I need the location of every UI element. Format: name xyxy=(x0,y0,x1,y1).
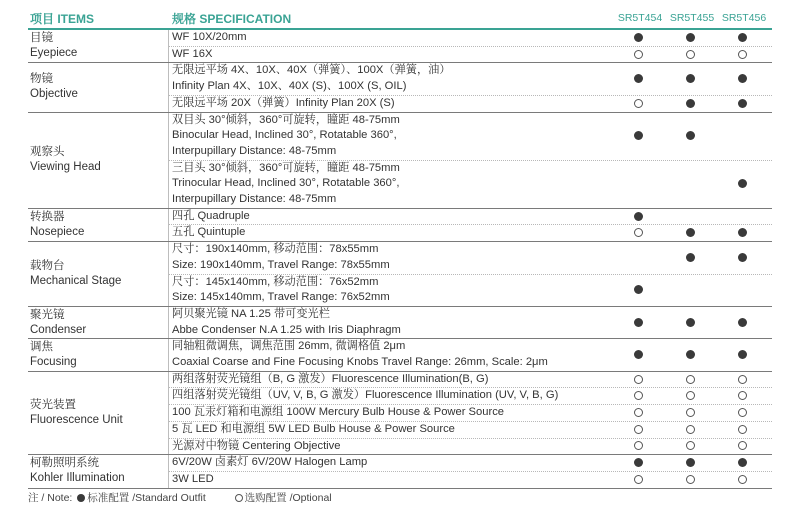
spec-description xyxy=(169,372,612,388)
item-name-en: Fluorescence Unit xyxy=(30,414,123,427)
spec-row xyxy=(169,113,772,161)
optional-marker-icon xyxy=(738,391,747,400)
table-header xyxy=(0,0,800,26)
optional-marker-icon xyxy=(686,441,695,450)
spec-row xyxy=(169,439,772,455)
standard-marker-icon xyxy=(686,131,695,140)
item-name-en: Condenser xyxy=(30,323,87,336)
standard-marker-icon xyxy=(634,74,643,83)
standard-marker-icon xyxy=(634,131,643,140)
optional-marker-icon xyxy=(634,475,643,484)
spec-row xyxy=(169,339,772,370)
spec-row xyxy=(169,472,772,488)
item-name-cn: 荧光装置 xyxy=(30,399,76,412)
optional-marker-icon xyxy=(738,441,747,450)
spec-line: 无限远平场 4X、10X、40X（弹簧）、100X（弹簧，油） xyxy=(172,64,451,77)
item-name-cn: 观察头 xyxy=(30,146,65,159)
spec-line: 3W LED xyxy=(172,472,214,485)
item-name xyxy=(30,113,168,208)
spec-description xyxy=(169,388,612,404)
standard-marker-icon xyxy=(738,33,747,42)
spec-row xyxy=(169,372,772,389)
item-name-en: Kohler Illumination xyxy=(30,472,125,485)
optional-marker-icon xyxy=(634,408,643,417)
spec-group xyxy=(28,30,772,63)
spec-line: 五孔 Quintuple xyxy=(172,226,246,239)
spec-row xyxy=(169,225,772,241)
spec-row xyxy=(169,307,772,338)
standard-marker-icon xyxy=(738,99,747,108)
standard-marker-icon xyxy=(77,494,85,502)
standard-marker-icon xyxy=(738,179,747,188)
spec-line: 无限远平场 20X（弹簧）Infinity Plan 20X (S) xyxy=(172,96,395,109)
spec-line: Interpupillary Distance: 48-75mm xyxy=(172,193,337,206)
model-header-sr5t455: SR5T455 xyxy=(669,12,715,24)
standard-marker-icon xyxy=(686,228,695,237)
item-name-en: Eyepiece xyxy=(30,47,78,60)
spec-line: 尺寸：145x140mm, 移动范围：76x52mm xyxy=(172,275,379,288)
optional-marker-icon xyxy=(686,425,695,434)
item-name xyxy=(30,372,168,455)
optional-marker-icon xyxy=(738,475,747,484)
optional-marker-icon xyxy=(235,494,243,502)
item-name-cn: 调焦 xyxy=(30,341,53,354)
standard-marker-icon xyxy=(738,74,747,83)
item-name xyxy=(30,339,168,370)
spec-row xyxy=(169,161,772,208)
item-name xyxy=(30,63,168,111)
spec-description xyxy=(169,405,612,421)
spec-line: Abbe Condenser N.A 1.25 with Iris Diaphragm xyxy=(172,323,401,336)
spec-description xyxy=(169,63,612,94)
spec-line: 四孔 Quadruple xyxy=(172,209,250,222)
standard-marker-icon xyxy=(686,99,695,108)
optional-marker-icon xyxy=(634,50,643,59)
spec-line: 三目头 30°倾斜，360°可旋转，瞳距 48-75mm xyxy=(172,161,400,174)
optional-marker-icon xyxy=(686,391,695,400)
spec-line: 5 瓦 LED 和电源组 5W LED Bulb House & Power Source xyxy=(172,422,455,435)
item-name xyxy=(30,455,168,487)
standard-marker-icon xyxy=(738,458,747,467)
standard-marker-icon xyxy=(738,350,747,359)
optional-marker-icon xyxy=(686,475,695,484)
standard-marker-icon xyxy=(738,318,747,327)
spec-line: WF 10X/20mm xyxy=(172,31,247,43)
spec-line: Size: 145x140mm, Travel Range: 76x52mm xyxy=(172,291,390,304)
spec-line: 阿贝聚光镜 NA 1.25 带可变光栏 xyxy=(172,307,330,320)
spec-row xyxy=(169,405,772,422)
item-name-cn: 转换器 xyxy=(30,210,65,223)
standard-marker-icon xyxy=(686,33,695,42)
item-name-en: Viewing Head xyxy=(30,161,101,174)
spec-group xyxy=(28,113,772,209)
spec-row xyxy=(169,96,772,112)
note-optional: 选购配置 /Optional xyxy=(244,492,332,504)
optional-marker-icon xyxy=(738,375,747,384)
spec-group xyxy=(28,307,772,339)
spec-line: 6V/20W 卤素灯 6V/20W Halogen Lamp xyxy=(172,456,368,469)
spec-row xyxy=(169,30,772,47)
specification-column-header: 规格 SPECIFICATION xyxy=(172,12,292,26)
spec-group xyxy=(28,209,772,242)
specification-table xyxy=(28,30,772,489)
spec-line: WF 16X xyxy=(172,47,213,60)
item-name xyxy=(30,30,168,62)
optional-marker-icon xyxy=(686,50,695,59)
standard-marker-icon xyxy=(634,458,643,467)
spec-line: 尺寸：190x140mm, 移动范围：78x55mm xyxy=(172,243,379,256)
item-name-en: Nosepiece xyxy=(30,225,85,238)
item-name-cn: 目镜 xyxy=(30,32,53,45)
spec-description xyxy=(169,30,612,46)
spec-line: 四组落射荧光镜组（UV, V, B, G 激发）Fluorescence Illumination (UV, V, B, G) xyxy=(172,389,559,402)
spec-line: Infinity Plan 4X、10X、40X (S)、100X (S, OIL) xyxy=(172,80,407,93)
spec-row xyxy=(169,47,772,63)
item-name-en: Mechanical Stage xyxy=(30,275,122,288)
standard-marker-icon xyxy=(686,458,695,467)
spec-line: 100 瓦汞灯箱和电源组 100W Mercury Bulb House & Power Source xyxy=(172,406,505,419)
item-name xyxy=(30,242,168,306)
spec-line: Interpupillary Distance: 48-75mm xyxy=(172,144,337,157)
spec-line: Binocular Head, Inclined 30°, Rotatable 360°, xyxy=(172,129,397,142)
spec-group xyxy=(28,339,772,371)
spec-line: 两组落射荧光镜组（B, G 激发）Fluorescence Illumination(B, G) xyxy=(172,372,489,385)
spec-description xyxy=(169,455,612,471)
item-name-cn: 物镜 xyxy=(30,73,53,86)
item-name xyxy=(30,209,168,241)
optional-marker-icon xyxy=(738,425,747,434)
standard-marker-icon xyxy=(634,350,643,359)
spec-group xyxy=(28,63,772,112)
item-name xyxy=(30,307,168,338)
spec-description xyxy=(169,339,612,370)
spec-description xyxy=(169,209,612,225)
note-standard: 标准配置 /Standard Outfit xyxy=(87,492,206,504)
standard-marker-icon xyxy=(634,33,643,42)
spec-line: Size: 190x140mm, Travel Range: 78x55mm xyxy=(172,258,390,271)
standard-marker-icon xyxy=(686,350,695,359)
standard-marker-icon xyxy=(738,253,747,262)
spec-line: Coaxial Coarse and Fine Focusing Knobs Travel Range: 26mm, Scale: 2μm xyxy=(172,356,548,369)
spec-line: 同轴粗微调焦，调焦范围 26mm, 微调格值 2μm xyxy=(172,340,406,353)
spec-line: Trinocular Head, Inclined 30°, Rotatable 360°, xyxy=(172,177,400,190)
legend-note xyxy=(28,490,332,505)
optional-marker-icon xyxy=(634,391,643,400)
item-name-cn: 聚光镜 xyxy=(30,308,65,321)
spec-line: 光源对中物镜 Centering Objective xyxy=(172,439,341,452)
optional-marker-icon xyxy=(634,425,643,434)
item-name-cn: 柯勒照明系统 xyxy=(30,457,99,470)
spec-row xyxy=(169,209,772,226)
spec-group xyxy=(28,242,772,307)
model-header-sr5t454: SR5T454 xyxy=(617,12,663,24)
spec-line: 双目头 30°倾斜，360°可旋转，瞳距 48-75mm xyxy=(172,113,400,126)
spec-description xyxy=(169,275,612,306)
spec-description xyxy=(169,113,612,160)
spec-row xyxy=(169,275,772,306)
spec-description xyxy=(169,225,612,241)
spec-group xyxy=(28,455,772,488)
item-name-en: Focusing xyxy=(30,356,77,369)
spec-description xyxy=(169,47,612,63)
spec-row xyxy=(169,63,772,95)
optional-marker-icon xyxy=(686,408,695,417)
standard-marker-icon xyxy=(686,318,695,327)
model-header-sr5t456: SR5T456 xyxy=(721,12,767,24)
item-name-cn: 载物台 xyxy=(30,260,65,273)
spec-description xyxy=(169,242,612,273)
item-name-en: Objective xyxy=(30,88,78,101)
standard-marker-icon xyxy=(634,318,643,327)
spec-description xyxy=(169,422,612,438)
standard-marker-icon xyxy=(634,285,643,294)
spec-group xyxy=(28,372,772,456)
optional-marker-icon xyxy=(738,50,747,59)
optional-marker-icon xyxy=(634,228,643,237)
spec-row xyxy=(169,455,772,472)
spec-description xyxy=(169,161,612,208)
spec-description xyxy=(169,96,612,112)
spec-row xyxy=(169,422,772,439)
standard-marker-icon xyxy=(686,253,695,262)
standard-marker-icon xyxy=(686,74,695,83)
optional-marker-icon xyxy=(634,99,643,108)
optional-marker-icon xyxy=(738,408,747,417)
optional-marker-icon xyxy=(634,375,643,384)
spec-description xyxy=(169,307,612,338)
spec-row xyxy=(169,388,772,405)
optional-marker-icon xyxy=(686,375,695,384)
items-column-header: 项目 ITEMS xyxy=(30,12,95,26)
standard-marker-icon xyxy=(634,212,643,221)
optional-marker-icon xyxy=(634,441,643,450)
spec-row xyxy=(169,242,772,274)
note-prefix: 注 / Note: xyxy=(28,492,73,504)
standard-marker-icon xyxy=(738,228,747,237)
spec-description xyxy=(169,439,612,455)
spec-description xyxy=(169,472,612,488)
